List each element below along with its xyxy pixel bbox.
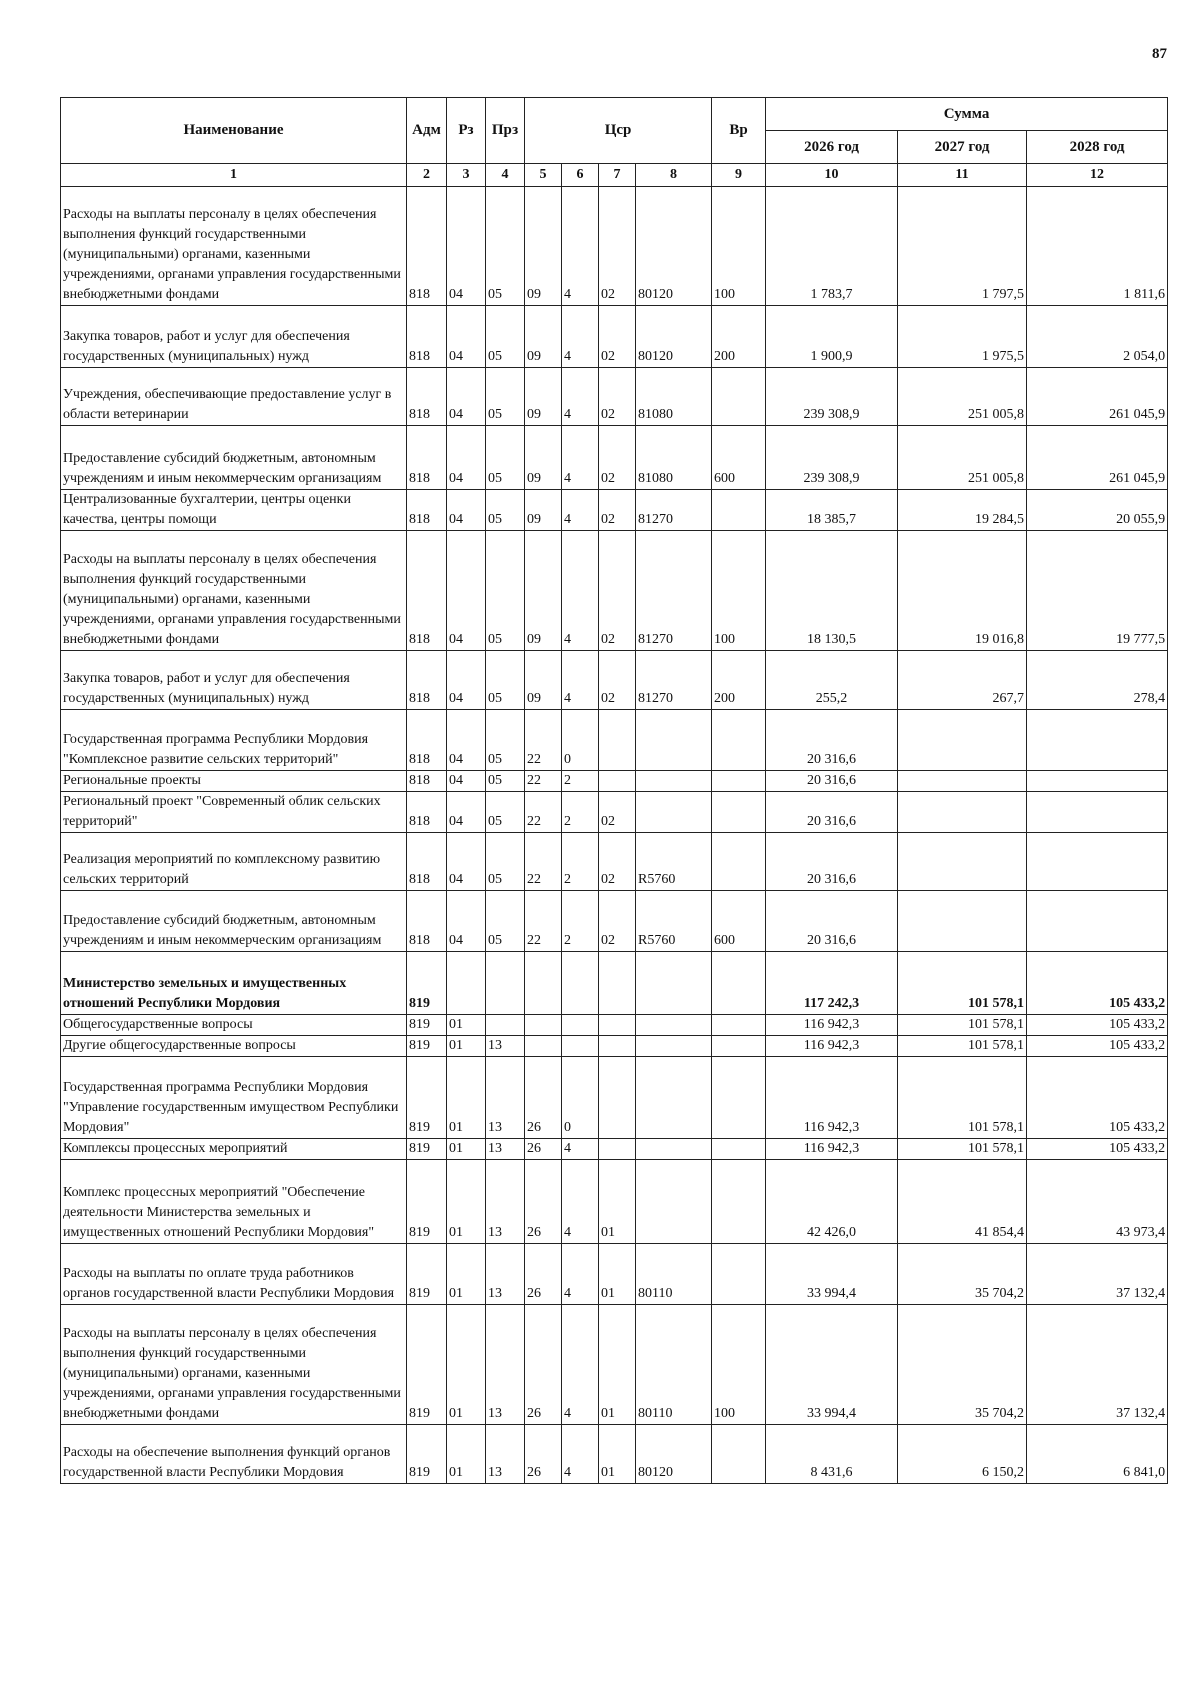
- column-number: 5: [525, 164, 562, 187]
- vr-code: 100: [712, 187, 766, 306]
- table-row: [61, 490, 1168, 531]
- csr-direction-code: 80120: [636, 306, 712, 368]
- csr-type-code: 2: [562, 833, 599, 891]
- prz-code: 13: [486, 1244, 525, 1305]
- prz-code: 05: [486, 891, 525, 952]
- prz-code: 13: [486, 1139, 525, 1160]
- csr-event-code: 01: [599, 1305, 636, 1425]
- csr-program-code: 09: [525, 651, 562, 710]
- adm-code: 818: [407, 651, 447, 710]
- csr-program-code: 26: [525, 1305, 562, 1425]
- vr-code: [712, 1057, 766, 1139]
- adm-code: 818: [407, 531, 447, 651]
- amount-2028: [1027, 833, 1168, 891]
- header-year-2028: 2028 год: [1027, 131, 1168, 164]
- csr-direction-code: 80110: [636, 1305, 712, 1425]
- csr-program-code: [525, 952, 562, 1015]
- amount-2028: 105 433,2: [1027, 1015, 1168, 1036]
- vr-code: 600: [712, 426, 766, 490]
- column-number: 1: [61, 164, 407, 187]
- header-prz: Прз: [486, 98, 525, 164]
- vr-code: 200: [712, 651, 766, 710]
- amount-2027: 41 854,4: [898, 1160, 1027, 1244]
- amount-2028: 20 055,9: [1027, 490, 1168, 531]
- csr-program-code: 26: [525, 1160, 562, 1244]
- adm-code: 818: [407, 187, 447, 306]
- vr-code: 100: [712, 531, 766, 651]
- amount-2028: 105 433,2: [1027, 1036, 1168, 1057]
- rz-code: 01: [447, 1160, 486, 1244]
- csr-program-code: 22: [525, 710, 562, 771]
- csr-event-code: 02: [599, 187, 636, 306]
- amount-2028: 43 973,4: [1027, 1160, 1168, 1244]
- amount-2027: 19 284,5: [898, 490, 1027, 531]
- csr-direction-code: [636, 771, 712, 792]
- rz-code: 01: [447, 1139, 486, 1160]
- row-name: Закупка товаров, работ и услуг для обеспечения государственных (муниципальных) нужд: [61, 306, 407, 368]
- amount-2027: 251 005,8: [898, 368, 1027, 426]
- vr-code: [712, 792, 766, 833]
- amount-2026: 239 308,9: [766, 426, 898, 490]
- adm-code: 819: [407, 1244, 447, 1305]
- rz-code: 01: [447, 1305, 486, 1425]
- csr-program-code: [525, 1036, 562, 1057]
- table-row: [61, 891, 1168, 952]
- amount-2028: 278,4: [1027, 651, 1168, 710]
- amount-2027: 101 578,1: [898, 1057, 1027, 1139]
- adm-code: 819: [407, 1160, 447, 1244]
- csr-type-code: 4: [562, 368, 599, 426]
- csr-direction-code: 81270: [636, 531, 712, 651]
- vr-code: [712, 1139, 766, 1160]
- csr-event-code: 02: [599, 531, 636, 651]
- amount-2028: 105 433,2: [1027, 1057, 1168, 1139]
- adm-code: 818: [407, 792, 447, 833]
- csr-type-code: [562, 1036, 599, 1057]
- table-row: [61, 771, 1168, 792]
- vr-code: [712, 368, 766, 426]
- adm-code: 818: [407, 306, 447, 368]
- adm-code: 819: [407, 1425, 447, 1484]
- amount-2028: [1027, 891, 1168, 952]
- prz-code: 13: [486, 1425, 525, 1484]
- csr-type-code: 4: [562, 426, 599, 490]
- adm-code: 818: [407, 490, 447, 531]
- csr-type-code: [562, 952, 599, 1015]
- row-name: Расходы на выплаты персоналу в целях обеспечения выполнения функций государственными (муниципальными) органами, казенными учреждениями, органами управления государственными внебюджетными фондами: [61, 1305, 407, 1425]
- prz-code: 05: [486, 710, 525, 771]
- table-row: [61, 1244, 1168, 1305]
- row-name: Государственная программа Республики Мордовия "Управление государственным имуществом Республики Мордовия": [61, 1057, 407, 1139]
- csr-program-code: 09: [525, 490, 562, 531]
- amount-2027: 6 150,2: [898, 1425, 1027, 1484]
- prz-code: 05: [486, 833, 525, 891]
- csr-type-code: 4: [562, 531, 599, 651]
- csr-event-code: 02: [599, 426, 636, 490]
- csr-program-code: 09: [525, 368, 562, 426]
- amount-2026: 239 308,9: [766, 368, 898, 426]
- vr-code: 200: [712, 306, 766, 368]
- header-year-2027: 2027 год: [898, 131, 1027, 164]
- row-name: Расходы на выплаты персоналу в целях обеспечения выполнения функций государственными (муниципальными) органами, казенными учреждениями, органами управления государственными внебюджетными фондами: [61, 531, 407, 651]
- amount-2026: 33 994,4: [766, 1305, 898, 1425]
- amount-2027: 1 975,5: [898, 306, 1027, 368]
- amount-2028: 105 433,2: [1027, 952, 1168, 1015]
- csr-program-code: 09: [525, 187, 562, 306]
- row-name: Предоставление субсидий бюджетным, автономным учреждениям и иным некоммерческим организациям: [61, 891, 407, 952]
- vr-code: [712, 1036, 766, 1057]
- csr-event-code: [599, 952, 636, 1015]
- prz-code: 05: [486, 306, 525, 368]
- amount-2026: 20 316,6: [766, 792, 898, 833]
- amount-2026: 18 385,7: [766, 490, 898, 531]
- amount-2027: 101 578,1: [898, 1015, 1027, 1036]
- csr-program-code: 09: [525, 531, 562, 651]
- vr-code: 600: [712, 891, 766, 952]
- amount-2028: 2 054,0: [1027, 306, 1168, 368]
- column-number: 9: [712, 164, 766, 187]
- adm-code: 818: [407, 368, 447, 426]
- amount-2028: 261 045,9: [1027, 368, 1168, 426]
- csr-direction-code: R5760: [636, 891, 712, 952]
- csr-event-code: 02: [599, 490, 636, 531]
- budget-table: [60, 97, 1168, 1484]
- csr-event-code: 01: [599, 1244, 636, 1305]
- amount-2026: 116 942,3: [766, 1057, 898, 1139]
- csr-type-code: 4: [562, 1305, 599, 1425]
- amount-2027: [898, 771, 1027, 792]
- csr-direction-code: [636, 952, 712, 1015]
- prz-code: [486, 1015, 525, 1036]
- csr-direction-code: [636, 1015, 712, 1036]
- csr-type-code: 4: [562, 1160, 599, 1244]
- adm-code: 819: [407, 952, 447, 1015]
- adm-code: 819: [407, 1139, 447, 1160]
- row-name: Расходы на обеспечение выполнения функций органов государственной власти Республики Мордовия: [61, 1425, 407, 1484]
- adm-code: 818: [407, 710, 447, 771]
- header-adm: Адм: [407, 98, 447, 164]
- column-number: 10: [766, 164, 898, 187]
- prz-code: 13: [486, 1160, 525, 1244]
- adm-code: 818: [407, 771, 447, 792]
- row-name: Комплекс процессных мероприятий "Обеспечение деятельности Министерства земельных и имущественных отношений Республики Мордовия": [61, 1160, 407, 1244]
- table-row: [61, 710, 1168, 771]
- prz-code: 05: [486, 368, 525, 426]
- rz-code: 04: [447, 187, 486, 306]
- csr-event-code: [599, 1057, 636, 1139]
- csr-program-code: 26: [525, 1139, 562, 1160]
- row-name: Государственная программа Республики Мордовия "Комплексное развитие сельских территорий": [61, 710, 407, 771]
- csr-direction-code: 80120: [636, 1425, 712, 1484]
- amount-2026: 20 316,6: [766, 891, 898, 952]
- header-vr: Вр: [712, 98, 766, 164]
- column-number: 6: [562, 164, 599, 187]
- csr-event-code: 02: [599, 306, 636, 368]
- prz-code: 05: [486, 792, 525, 833]
- header-name: Наименование: [61, 98, 407, 164]
- vr-code: [712, 833, 766, 891]
- header-year-2026: 2026 год: [766, 131, 898, 164]
- table-row: [61, 651, 1168, 710]
- row-name: Централизованные бухгалтерии, центры оценки качества, центры помощи: [61, 490, 407, 531]
- csr-direction-code: 80120: [636, 187, 712, 306]
- amount-2026: 18 130,5: [766, 531, 898, 651]
- rz-code: 01: [447, 1244, 486, 1305]
- rz-code: 04: [447, 792, 486, 833]
- row-name: Общегосударственные вопросы: [61, 1015, 407, 1036]
- adm-code: 818: [407, 426, 447, 490]
- header-csr: Цср: [525, 98, 712, 164]
- amount-2027: [898, 710, 1027, 771]
- amount-2026: 20 316,6: [766, 710, 898, 771]
- rz-code: 01: [447, 1015, 486, 1036]
- csr-event-code: 01: [599, 1160, 636, 1244]
- table-row: [61, 531, 1168, 651]
- csr-event-code: 01: [599, 1425, 636, 1484]
- table-row: [61, 187, 1168, 306]
- amount-2027: 35 704,2: [898, 1244, 1027, 1305]
- csr-type-code: 4: [562, 1425, 599, 1484]
- csr-direction-code: [636, 1139, 712, 1160]
- prz-code: 13: [486, 1305, 525, 1425]
- csr-type-code: 2: [562, 771, 599, 792]
- rz-code: 04: [447, 651, 486, 710]
- amount-2026: 8 431,6: [766, 1425, 898, 1484]
- amount-2026: 20 316,6: [766, 833, 898, 891]
- vr-code: [712, 952, 766, 1015]
- amount-2027: 1 797,5: [898, 187, 1027, 306]
- adm-code: 818: [407, 833, 447, 891]
- prz-code: 05: [486, 651, 525, 710]
- csr-direction-code: [636, 1057, 712, 1139]
- row-name: Учреждения, обеспечивающие предоставление услуг в области ветеринарии: [61, 368, 407, 426]
- amount-2027: 35 704,2: [898, 1305, 1027, 1425]
- csr-type-code: 2: [562, 891, 599, 952]
- rz-code: 04: [447, 531, 486, 651]
- csr-event-code: [599, 1139, 636, 1160]
- csr-type-code: 0: [562, 710, 599, 771]
- csr-direction-code: 81270: [636, 490, 712, 531]
- csr-direction-code: 80110: [636, 1244, 712, 1305]
- adm-code: 819: [407, 1305, 447, 1425]
- rz-code: 01: [447, 1036, 486, 1057]
- amount-2028: [1027, 710, 1168, 771]
- rz-code: 04: [447, 426, 486, 490]
- csr-direction-code: [636, 1160, 712, 1244]
- prz-code: 05: [486, 531, 525, 651]
- vr-code: [712, 1160, 766, 1244]
- table-row: [61, 1160, 1168, 1244]
- row-name: Комплексы процессных мероприятий: [61, 1139, 407, 1160]
- csr-direction-code: [636, 792, 712, 833]
- csr-type-code: 4: [562, 306, 599, 368]
- prz-code: 05: [486, 426, 525, 490]
- amount-2028: 261 045,9: [1027, 426, 1168, 490]
- csr-type-code: 2: [562, 792, 599, 833]
- amount-2028: 19 777,5: [1027, 531, 1168, 651]
- vr-code: [712, 1244, 766, 1305]
- prz-code: 13: [486, 1036, 525, 1057]
- amount-2026: 255,2: [766, 651, 898, 710]
- csr-program-code: 09: [525, 426, 562, 490]
- csr-type-code: 4: [562, 187, 599, 306]
- rz-code: 04: [447, 891, 486, 952]
- vr-code: [712, 1425, 766, 1484]
- amount-2026: 117 242,3: [766, 952, 898, 1015]
- table-row: [61, 1015, 1168, 1036]
- csr-program-code: 26: [525, 1425, 562, 1484]
- amount-2026: 116 942,3: [766, 1139, 898, 1160]
- csr-event-code: [599, 771, 636, 792]
- table-row: [61, 833, 1168, 891]
- amount-2028: 37 132,4: [1027, 1244, 1168, 1305]
- csr-program-code: 26: [525, 1244, 562, 1305]
- rz-code: 04: [447, 368, 486, 426]
- csr-direction-code: R5760: [636, 833, 712, 891]
- csr-direction-code: [636, 1036, 712, 1057]
- rz-code: [447, 952, 486, 1015]
- column-number: 8: [636, 164, 712, 187]
- adm-code: 819: [407, 1036, 447, 1057]
- amount-2026: 20 316,6: [766, 771, 898, 792]
- csr-event-code: 02: [599, 792, 636, 833]
- amount-2027: 251 005,8: [898, 426, 1027, 490]
- table-row: [61, 792, 1168, 833]
- csr-direction-code: 81270: [636, 651, 712, 710]
- rz-code: 04: [447, 771, 486, 792]
- table-row: [61, 368, 1168, 426]
- table-row: [61, 1057, 1168, 1139]
- page-number: 87: [1152, 46, 1167, 62]
- prz-code: 05: [486, 771, 525, 792]
- csr-type-code: 4: [562, 490, 599, 531]
- csr-event-code: [599, 1036, 636, 1057]
- csr-type-code: 4: [562, 1244, 599, 1305]
- prz-code: 05: [486, 187, 525, 306]
- csr-program-code: 22: [525, 891, 562, 952]
- csr-event-code: 02: [599, 368, 636, 426]
- csr-type-code: [562, 1015, 599, 1036]
- vr-code: [712, 1015, 766, 1036]
- amount-2028: 6 841,0: [1027, 1425, 1168, 1484]
- table-row: [61, 1036, 1168, 1057]
- table-row: [61, 952, 1168, 1015]
- table-row: [61, 426, 1168, 490]
- table-row: [61, 1425, 1168, 1484]
- row-name: Региональный проект "Современный облик сельских территорий": [61, 792, 407, 833]
- amount-2026: 1 900,9: [766, 306, 898, 368]
- rz-code: 01: [447, 1425, 486, 1484]
- csr-event-code: 02: [599, 833, 636, 891]
- rz-code: 04: [447, 833, 486, 891]
- amount-2028: [1027, 771, 1168, 792]
- csr-event-code: 02: [599, 891, 636, 952]
- csr-direction-code: 81080: [636, 426, 712, 490]
- prz-code: [486, 952, 525, 1015]
- rz-code: 01: [447, 1057, 486, 1139]
- prz-code: 13: [486, 1057, 525, 1139]
- column-number: 4: [486, 164, 525, 187]
- amount-2026: 42 426,0: [766, 1160, 898, 1244]
- row-name: Предоставление субсидий бюджетным, автономным учреждениям и иным некоммерческим организациям: [61, 426, 407, 490]
- amount-2026: 116 942,3: [766, 1036, 898, 1057]
- header-rz: Рз: [447, 98, 486, 164]
- row-name: Министерство земельных и имущественных отношений Республики Мордовия: [61, 952, 407, 1015]
- table-row: [61, 306, 1168, 368]
- csr-type-code: 0: [562, 1057, 599, 1139]
- csr-type-code: 4: [562, 651, 599, 710]
- row-name: Расходы на выплаты по оплате труда работников органов государственной власти Республики Мордовия: [61, 1244, 407, 1305]
- vr-code: 100: [712, 1305, 766, 1425]
- amount-2027: 101 578,1: [898, 1036, 1027, 1057]
- adm-code: 818: [407, 891, 447, 952]
- amount-2028: 1 811,6: [1027, 187, 1168, 306]
- amount-2027: 101 578,1: [898, 952, 1027, 1015]
- row-name: Региональные проекты: [61, 771, 407, 792]
- column-number: 11: [898, 164, 1027, 187]
- csr-program-code: [525, 1015, 562, 1036]
- vr-code: [712, 771, 766, 792]
- row-name: Реализация мероприятий по комплексному развитию сельских территорий: [61, 833, 407, 891]
- vr-code: [712, 710, 766, 771]
- amount-2028: 105 433,2: [1027, 1139, 1168, 1160]
- header-sum: Сумма: [766, 98, 1168, 131]
- column-number: 12: [1027, 164, 1168, 187]
- amount-2026: 1 783,7: [766, 187, 898, 306]
- csr-program-code: 22: [525, 771, 562, 792]
- vr-code: [712, 490, 766, 531]
- amount-2027: 101 578,1: [898, 1139, 1027, 1160]
- csr-event-code: [599, 1015, 636, 1036]
- amount-2026: 33 994,4: [766, 1244, 898, 1305]
- adm-code: 819: [407, 1057, 447, 1139]
- csr-program-code: 26: [525, 1057, 562, 1139]
- amount-2027: 19 016,8: [898, 531, 1027, 651]
- row-name: Закупка товаров, работ и услуг для обеспечения государственных (муниципальных) нужд: [61, 651, 407, 710]
- csr-direction-code: [636, 710, 712, 771]
- rz-code: 04: [447, 306, 486, 368]
- rz-code: 04: [447, 710, 486, 771]
- rz-code: 04: [447, 490, 486, 531]
- column-number: 7: [599, 164, 636, 187]
- amount-2027: 267,7: [898, 651, 1027, 710]
- row-name: Расходы на выплаты персоналу в целях обеспечения выполнения функций государственными (муниципальными) органами, казенными учреждениями, органами управления государственными внебюджетными фондами: [61, 187, 407, 306]
- csr-program-code: 09: [525, 306, 562, 368]
- csr-program-code: 22: [525, 833, 562, 891]
- csr-program-code: 22: [525, 792, 562, 833]
- amount-2027: [898, 792, 1027, 833]
- adm-code: 819: [407, 1015, 447, 1036]
- csr-event-code: [599, 710, 636, 771]
- column-numbers-row: [61, 164, 1168, 187]
- csr-direction-code: 81080: [636, 368, 712, 426]
- csr-event-code: 02: [599, 651, 636, 710]
- prz-code: 05: [486, 490, 525, 531]
- amount-2028: [1027, 792, 1168, 833]
- amount-2027: [898, 833, 1027, 891]
- amount-2026: 116 942,3: [766, 1015, 898, 1036]
- row-name: Другие общегосударственные вопросы: [61, 1036, 407, 1057]
- table-row: [61, 1139, 1168, 1160]
- column-number: 3: [447, 164, 486, 187]
- csr-type-code: 4: [562, 1139, 599, 1160]
- amount-2027: [898, 891, 1027, 952]
- amount-2028: 37 132,4: [1027, 1305, 1168, 1425]
- table-row: [61, 1305, 1168, 1425]
- column-number: 2: [407, 164, 447, 187]
